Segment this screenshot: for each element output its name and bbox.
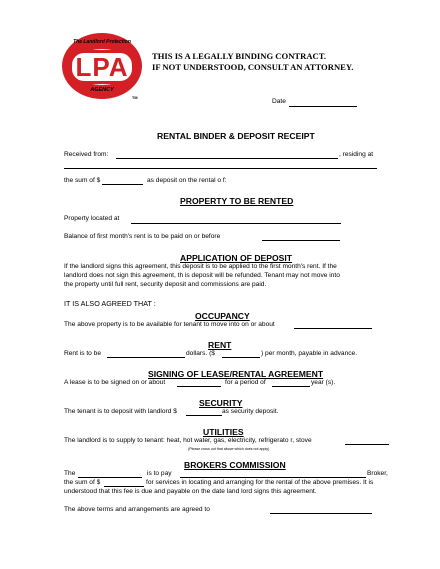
sum-field[interactable] — [102, 184, 143, 185]
occupancy-text: The above property is to be available for tenant to move into on or about — [64, 321, 275, 328]
logo-arc-top: The Landlord Protection — [73, 39, 131, 45]
logo-arc-bottom: AGENCY — [90, 87, 114, 93]
application-line-3: the property until full rent, security deposit and commissions are paid. — [64, 281, 267, 288]
also-agreed: IT IS ALSO AGREED THAT : — [64, 299, 156, 308]
rent-words-field[interactable] — [107, 357, 185, 358]
brokers-sum-prefix: the sum of $ — [64, 479, 101, 486]
property-label: Property located at — [64, 215, 120, 222]
page-title: RENTAL BINDER & DEPOSIT RECEIPT — [157, 131, 315, 141]
section-property: PROPERTY TO BE RENTED — [180, 196, 294, 206]
section-security: SECURITY — [199, 398, 243, 408]
notice-line-2: IF NOT UNDERSTOOD, CONSULT AN ATTORNEY. — [152, 62, 354, 72]
security-amount-field[interactable] — [186, 415, 222, 416]
received-label: Received from: — [64, 151, 109, 158]
lease-mid: for a period of — [225, 379, 266, 386]
rent-dollars: dollars. ($ — [186, 350, 215, 357]
application-line-2: landlord does not sign this agreement, th is deposit will be refunded. Tenant may not move into — [64, 272, 340, 279]
sum-label: the sum of $ — [64, 177, 101, 184]
section-occupancy: OCCUPANCY — [195, 311, 250, 321]
utilities-other-field[interactable] — [345, 444, 389, 445]
section-application: APPLICATION OF DEPOSIT — [180, 253, 293, 263]
residing-label: , residing at — [339, 151, 374, 158]
notice-line-1: THIS IS A LEGALLY BINDING CONTRACT. — [152, 51, 326, 61]
occupancy-date-field[interactable] — [294, 328, 372, 329]
lpa-logo — [60, 30, 144, 102]
brokers-broker: Broker, — [367, 470, 388, 477]
lease-date-field[interactable] — [177, 386, 221, 387]
logo-tm: TM — [132, 96, 138, 100]
agreed-signature-field[interactable] — [270, 513, 372, 514]
section-lease: SIGNING OF LEASE/RENTAL AGREEMENT — [148, 369, 324, 379]
lease-period-field[interactable] — [272, 386, 310, 387]
property-field[interactable] — [131, 223, 341, 224]
lease-suffix: year (s). — [311, 379, 336, 386]
logo-letters: LPA — [75, 52, 129, 82]
utilities-note: (Please cross out that above which does not apply) — [188, 447, 270, 451]
agreed-label: The above terms and arrangements are agreed to — [64, 506, 210, 513]
section-brokers: BROKERS COMMISSION — [184, 460, 286, 470]
sum-suffix: as deposit on the rental o f: — [147, 177, 227, 184]
section-utilities: UTILITIES — [203, 427, 244, 437]
application-line-1: If the landlord signs this agreement, this deposit is to be applied to the first month's rent. If the — [64, 263, 337, 270]
security-prefix: The tenant is to deposit with landlord $ — [64, 408, 177, 415]
rent-suffix: ) per month, payable in advance. — [261, 350, 358, 357]
brokers-name-field[interactable] — [180, 477, 366, 478]
brokers-to-pay: is to pay — [147, 470, 172, 477]
date-label: Date — [272, 98, 286, 105]
brokers-the: The — [64, 470, 76, 477]
balance-label: Balance of first month's rent is to be paid on or before — [64, 233, 221, 240]
section-rent: RENT — [208, 340, 232, 350]
brokers-line-3: understood that this fee is due and payable on the date land lord signs this agreement. — [64, 488, 317, 495]
security-suffix: as security deposit. — [222, 408, 279, 415]
rent-prefix: Rent is to be — [64, 350, 102, 357]
brokers-sum-suffix: for services in locating and arranging for the rental of the above premises. It is — [146, 479, 374, 486]
lease-prefix: A lease is to be signed on or about — [64, 379, 166, 386]
brokers-sum-field[interactable] — [104, 486, 144, 487]
residing-field[interactable] — [64, 168, 377, 169]
received-from-field[interactable] — [116, 158, 338, 159]
brokers-tenant-field[interactable] — [78, 477, 142, 478]
balance-field[interactable] — [262, 240, 340, 241]
rent-amount-field[interactable] — [222, 357, 260, 358]
date-field[interactable] — [289, 106, 357, 107]
utilities-text: The landlord is to supply to tenant: heat, hot water, gas, electricity, refrigerato r, stove — [64, 437, 312, 444]
